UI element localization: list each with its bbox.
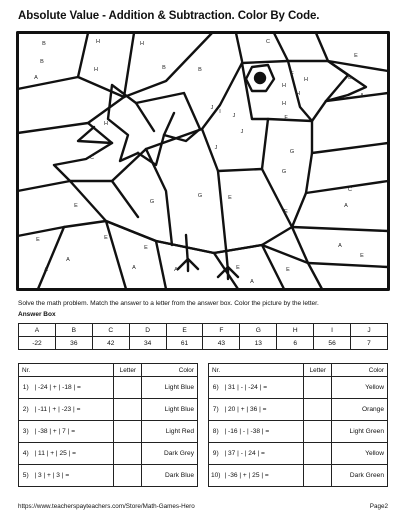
region-code-letter: J: [240, 129, 244, 135]
color-header: Color: [332, 364, 388, 377]
letter-answer-cell[interactable]: [304, 377, 332, 399]
problem-number: 9): [209, 443, 223, 465]
region-code-letter: E: [354, 53, 358, 59]
region-code-letter: A: [360, 93, 364, 99]
problem-row: [19, 421, 198, 443]
region-code-letter: A: [344, 203, 348, 209]
region-code-letter: C: [90, 155, 94, 161]
region-code-letter: G: [149, 199, 155, 205]
answer-value: 42: [92, 337, 129, 350]
problem-color: Light Red: [142, 421, 198, 443]
problem-color: Yellow: [332, 377, 388, 399]
region-code-letter: E: [36, 237, 40, 243]
problems-header-row: [19, 364, 198, 377]
answer-value: 61: [166, 337, 203, 350]
answer-value: -22: [19, 337, 56, 350]
region-code-letter: B: [348, 75, 352, 81]
region-code-letter: E: [104, 235, 108, 241]
region-code-letter: A: [132, 265, 136, 271]
problem-row: [209, 421, 388, 443]
region-code-letter: G: [197, 193, 203, 199]
problems-table-right: [208, 363, 388, 487]
answer-value: 43: [203, 337, 240, 350]
region-code-letter: F: [284, 115, 288, 121]
letter-answer-cell[interactable]: [114, 399, 142, 421]
problem-header: [32, 364, 113, 377]
letter-header: Letter: [304, 364, 332, 377]
problem-expression: | 20 | + | 36 | =: [222, 399, 303, 421]
problem-expression: | -11 | + | -23 | =: [32, 399, 113, 421]
problem-row: [209, 443, 388, 465]
letter-answer-cell[interactable]: [114, 377, 142, 399]
region-code-letter: A: [250, 279, 254, 285]
region-code-letter: A: [34, 75, 38, 81]
problem-number: 4): [19, 443, 33, 465]
worksheet-title: Absolute Value - Addition & Subtraction. Color By Code.: [18, 10, 320, 22]
region-code-letter: B: [198, 67, 202, 73]
answer-letter: B: [55, 324, 92, 337]
problem-number: 7): [209, 399, 223, 421]
region-code-letter: E: [228, 195, 232, 201]
region-code-letter: A: [338, 243, 342, 249]
problem-expression: | 37 | - | 24 | =: [222, 443, 303, 465]
problem-expression: | 11 | + | 25 | =: [32, 443, 113, 465]
answer-letter: A: [19, 324, 56, 337]
nr-header: Nr.: [209, 364, 223, 377]
letter-answer-cell[interactable]: [114, 421, 142, 443]
problems-header-row: [209, 364, 388, 377]
region-code-letter: J: [214, 145, 218, 151]
letter-answer-cell[interactable]: [304, 399, 332, 421]
region-code-letter: A: [66, 257, 70, 263]
region-code-letter: E: [144, 245, 148, 251]
answer-letter: F: [203, 324, 240, 337]
letter-answer-cell[interactable]: [114, 443, 142, 465]
footer-store-link[interactable]: https://www.teacherspayteachers.com/Store/Math-Games-Hero: [18, 503, 195, 510]
problem-color: Light Blue: [142, 399, 198, 421]
region-code-letter: H: [104, 121, 108, 127]
region-code-letter: A: [44, 267, 48, 273]
problem-expression: | 3 | + | 3 | =: [32, 465, 113, 487]
region-code-letter: E: [360, 253, 364, 259]
color-header: Color: [142, 364, 198, 377]
answer-letter: H: [277, 324, 314, 337]
region-code-letter: H: [282, 83, 286, 89]
letter-answer-cell[interactable]: [304, 421, 332, 443]
problem-expression: | -36 | + | 25 | =: [222, 465, 303, 487]
answer-box-title: Answer Box: [18, 311, 56, 318]
problem-number: 10): [209, 465, 223, 487]
problem-row: [19, 377, 198, 399]
problem-row: [209, 465, 388, 487]
region-code-letter: H: [282, 101, 286, 107]
region-code-letter: F: [290, 71, 294, 77]
problem-color: Dark Grey: [142, 443, 198, 465]
problem-number: 3): [19, 421, 33, 443]
letter-header: Letter: [114, 364, 142, 377]
region-code-letter: H: [96, 39, 100, 45]
region-code-letter: J: [232, 113, 236, 119]
answer-value: 7: [351, 337, 388, 350]
problem-color: Yellow: [332, 443, 388, 465]
color-by-code-picture: [16, 31, 390, 291]
answer-value: 6: [277, 337, 314, 350]
problem-expression: | -16 | - | -38 | =: [222, 421, 303, 443]
region-code-letter: E: [284, 209, 288, 215]
answer-box-table: [18, 323, 388, 350]
problem-row: [19, 465, 198, 487]
problem-row: [19, 399, 198, 421]
problem-number: 8): [209, 421, 223, 443]
region-code-letter: B: [40, 59, 44, 65]
problem-color: Dark Blue: [142, 465, 198, 487]
region-code-letter: H: [304, 77, 308, 83]
problem-row: [19, 443, 198, 465]
answer-letter: I: [314, 324, 351, 337]
region-code-letter: B: [162, 65, 166, 71]
problem-color: Dark Green: [332, 465, 388, 487]
region-code-letter: E: [286, 267, 290, 273]
region-code-letter: E: [236, 265, 240, 271]
answer-letter: G: [240, 324, 277, 337]
region-code-letter: H: [94, 67, 98, 73]
problem-number: 6): [209, 377, 223, 399]
region-code-letter: C: [266, 39, 270, 45]
region-code-letter: E: [74, 203, 78, 209]
problem-color: Light Green: [332, 421, 388, 443]
region-code-letter: A: [174, 267, 178, 273]
nr-header: Nr.: [19, 364, 33, 377]
region-code-letter: J: [210, 105, 214, 111]
bird-outline-drawing: [16, 31, 390, 291]
answer-letters-row: [19, 324, 388, 337]
answer-letter: D: [129, 324, 166, 337]
answer-value: 13: [240, 337, 277, 350]
letter-answer-cell[interactable]: [304, 465, 332, 487]
problem-row: [209, 399, 388, 421]
region-code-letter: B: [42, 41, 46, 47]
problem-header: [222, 364, 303, 377]
problem-number: 2): [19, 399, 33, 421]
region-code-letter: G: [289, 149, 295, 155]
problem-expression: | -24 | + | -18 | =: [32, 377, 113, 399]
region-code-letter: I: [137, 151, 139, 157]
problem-row: [209, 377, 388, 399]
letter-answer-cell[interactable]: [304, 443, 332, 465]
region-code-letter: I: [219, 109, 221, 115]
region-code-letter: H: [296, 91, 300, 97]
answer-letter: J: [351, 324, 388, 337]
problem-expression: | -38 | + | 7 | =: [32, 421, 113, 443]
problem-expression: | 31 | - | -24 | =: [222, 377, 303, 399]
letter-answer-cell[interactable]: [114, 465, 142, 487]
answer-letter: C: [92, 324, 129, 337]
answer-letter: E: [166, 324, 203, 337]
problem-color: Orange: [332, 399, 388, 421]
page-number: Page2: [369, 503, 388, 510]
problem-number: 5): [19, 465, 33, 487]
answer-value: 56: [314, 337, 351, 350]
problem-color: Light Blue: [142, 377, 198, 399]
answer-value: 36: [55, 337, 92, 350]
answer-value: 34: [129, 337, 166, 350]
problems-table-left: [18, 363, 198, 487]
problem-number: 1): [19, 377, 33, 399]
region-code-letter: H: [140, 41, 144, 47]
region-code-letter: G: [281, 169, 287, 175]
region-code-letter: C: [348, 187, 352, 193]
answer-values-row: [19, 337, 388, 350]
instructions-text: Solve the math problem. Match the answer to a letter from the answer box. Color the picture by the letter.: [18, 300, 319, 307]
